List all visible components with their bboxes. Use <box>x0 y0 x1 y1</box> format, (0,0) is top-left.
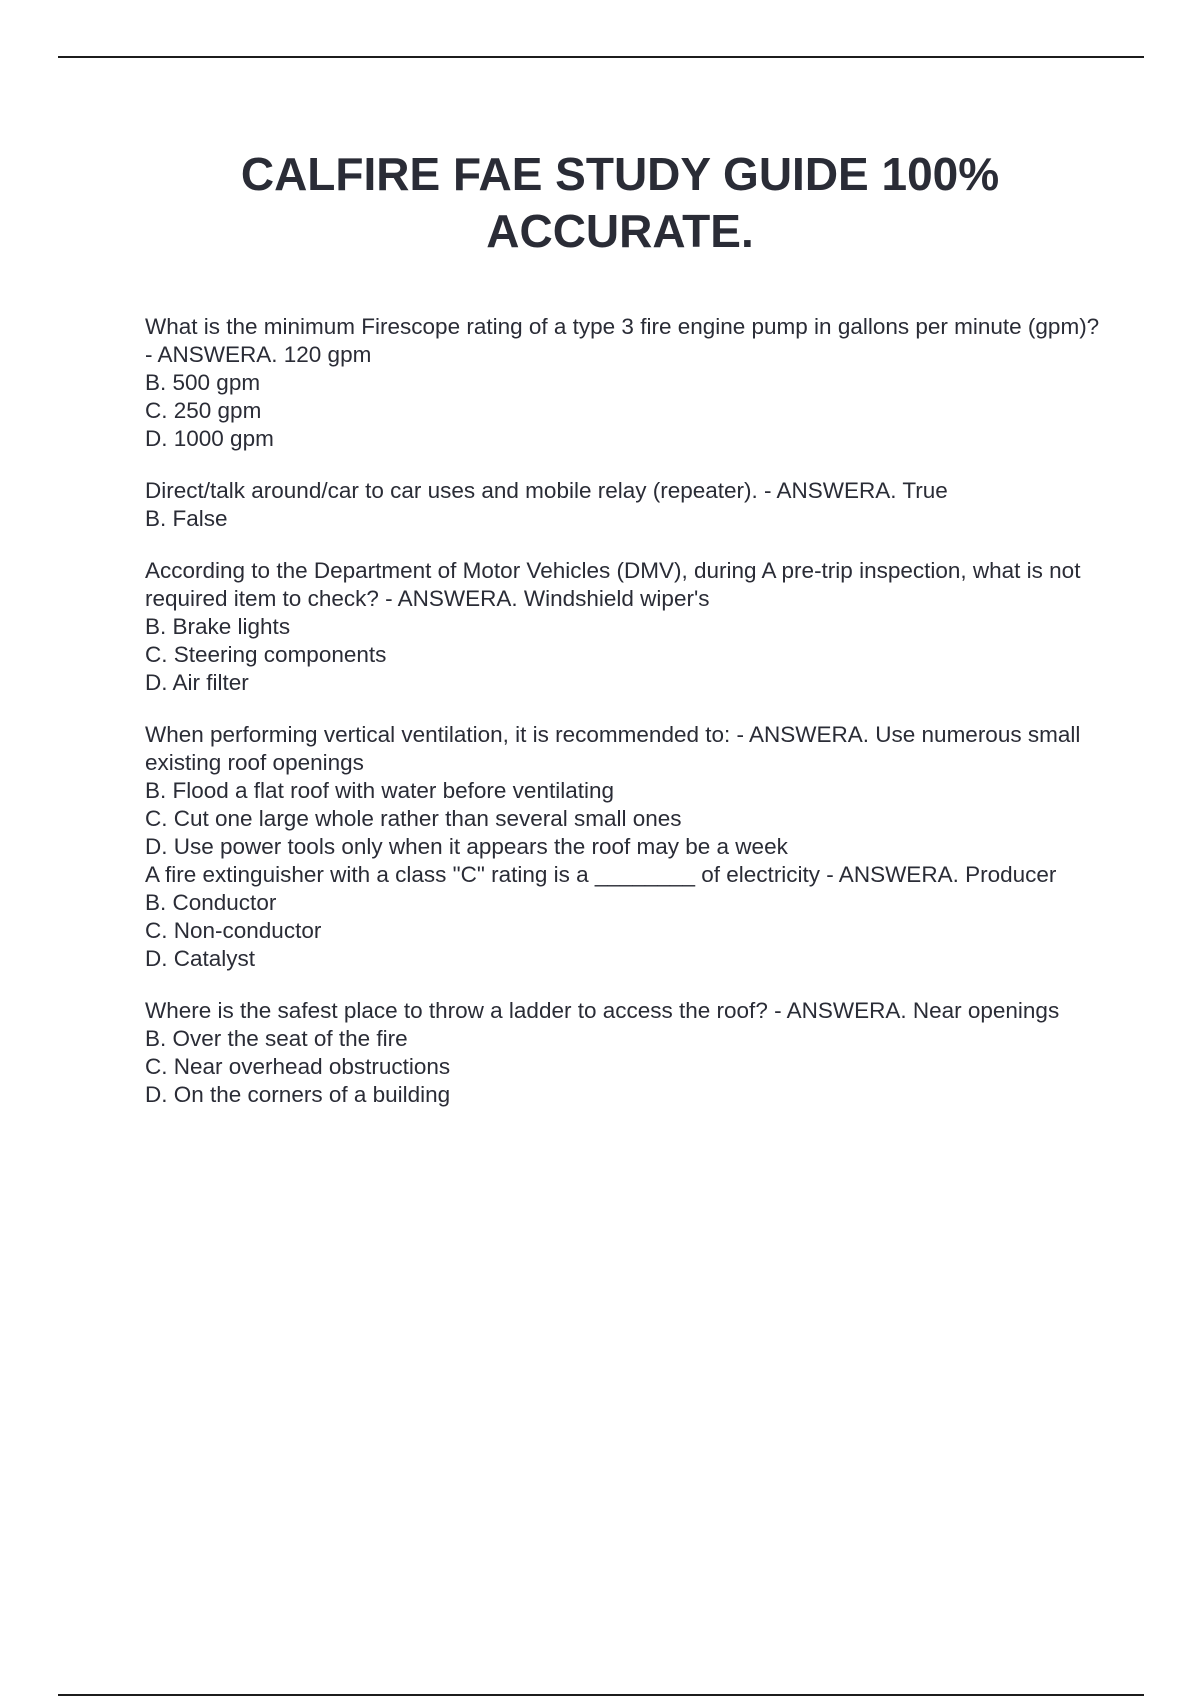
bottom-rule <box>58 1694 1144 1696</box>
question-2-option-b: B. False <box>145 506 228 531</box>
question-block-6 <box>145 997 1105 1109</box>
question-block-2 <box>145 477 1105 533</box>
question-1-option-d: D. 1000 gpm <box>145 426 274 451</box>
question-3-option-c: C. Steering components <box>145 642 387 667</box>
question-3-option-d: D. Air filter <box>145 670 249 695</box>
question-block-3 <box>145 557 1105 697</box>
question-2-text: Direct/talk around/car to car uses and mobile relay (repeater). - ANSWERA. True <box>145 478 948 503</box>
question-1-text: What is the minimum Firescope rating of a type 3 fire engine pump in gallons per minute (gpm)? - ANSWERA. 120 gpm <box>145 314 1100 367</box>
question-6-text: Where is the safest place to throw a ladder to access the roof? - ANSWERA. Near openings <box>145 998 1060 1023</box>
question-5-option-b: B. Conductor <box>145 890 277 915</box>
question-3-option-b: B. Brake lights <box>145 614 291 639</box>
question-1-option-b: B. 500 gpm <box>145 370 261 395</box>
question-4-text: When performing vertical ventilation, it is recommended to: - ANSWERA. Use numerous small existing roof openings <box>145 722 1081 775</box>
question-5-option-c: C. Non-conductor <box>145 918 322 943</box>
document-title: CALFIRE FAE STUDY GUIDE 100% ACCURATE. <box>240 148 1000 257</box>
question-block-4 <box>145 721 1105 861</box>
question-6-option-b: B. Over the seat of the fire <box>145 1026 408 1051</box>
question-4-option-d: D. Use power tools only when it appears the roof may be a week <box>145 834 788 859</box>
question-1-option-c: C. 250 gpm <box>145 398 262 423</box>
document-body <box>145 313 1105 1133</box>
question-5-option-d: D. Catalyst <box>145 946 256 971</box>
question-3-text: According to the Department of Motor Vehicles (DMV), during A pre-trip inspection, what is not required item to check? - ANSWERA. Windshield wiper's <box>145 558 1081 611</box>
question-5-text: A fire extinguisher with a class "C" rating is a ________ of electricity - ANSWERA. Producer <box>145 862 1057 887</box>
question-6-option-d: D. On the corners of a building <box>145 1082 451 1107</box>
top-rule <box>58 56 1144 58</box>
question-6-option-c: C. Near overhead obstructions <box>145 1054 451 1079</box>
question-block-1 <box>145 313 1105 453</box>
question-block-5 <box>145 861 1105 973</box>
question-4-option-b: B. Flood a flat roof with water before ventilating <box>145 778 614 803</box>
question-4-option-c: C. Cut one large whole rather than several small ones <box>145 806 682 831</box>
